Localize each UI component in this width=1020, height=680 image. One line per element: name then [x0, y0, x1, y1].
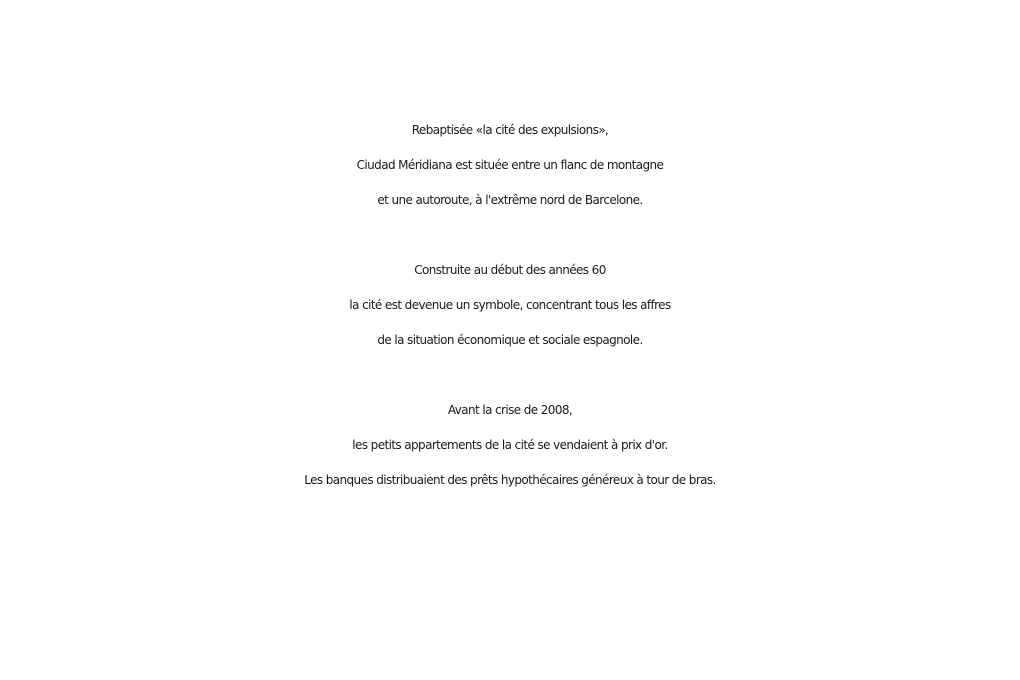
paragraph-1 [0, 113, 1020, 218]
paragraph-line: de la situation économique et sociale espagnole. [377, 333, 643, 347]
text-block [0, 113, 1020, 498]
paragraph-line: et une autoroute, à l'extrême nord de Barcelone. [377, 193, 643, 207]
paragraph-line: Ciudad Méridiana est située entre un flanc de montagne [356, 158, 664, 172]
paragraph-3 [0, 393, 1020, 498]
paragraph-line: Avant la crise de 2008, [447, 403, 573, 417]
paragraph-line: Construite au début des années 60 [414, 263, 606, 277]
paragraph-2 [0, 253, 1020, 358]
paragraph-line: Rebaptisée «la cité des expulsions», [411, 123, 609, 137]
paragraph-line: la cité est devenue un symbole, concentrant tous les affres [349, 298, 671, 312]
paragraph-line: les petits appartements de la cité se vendaient à prix d'or. [352, 438, 668, 452]
paragraph-line: Les banques distribuaient des prêts hypothécaires généreux à tour de bras. [304, 473, 716, 487]
